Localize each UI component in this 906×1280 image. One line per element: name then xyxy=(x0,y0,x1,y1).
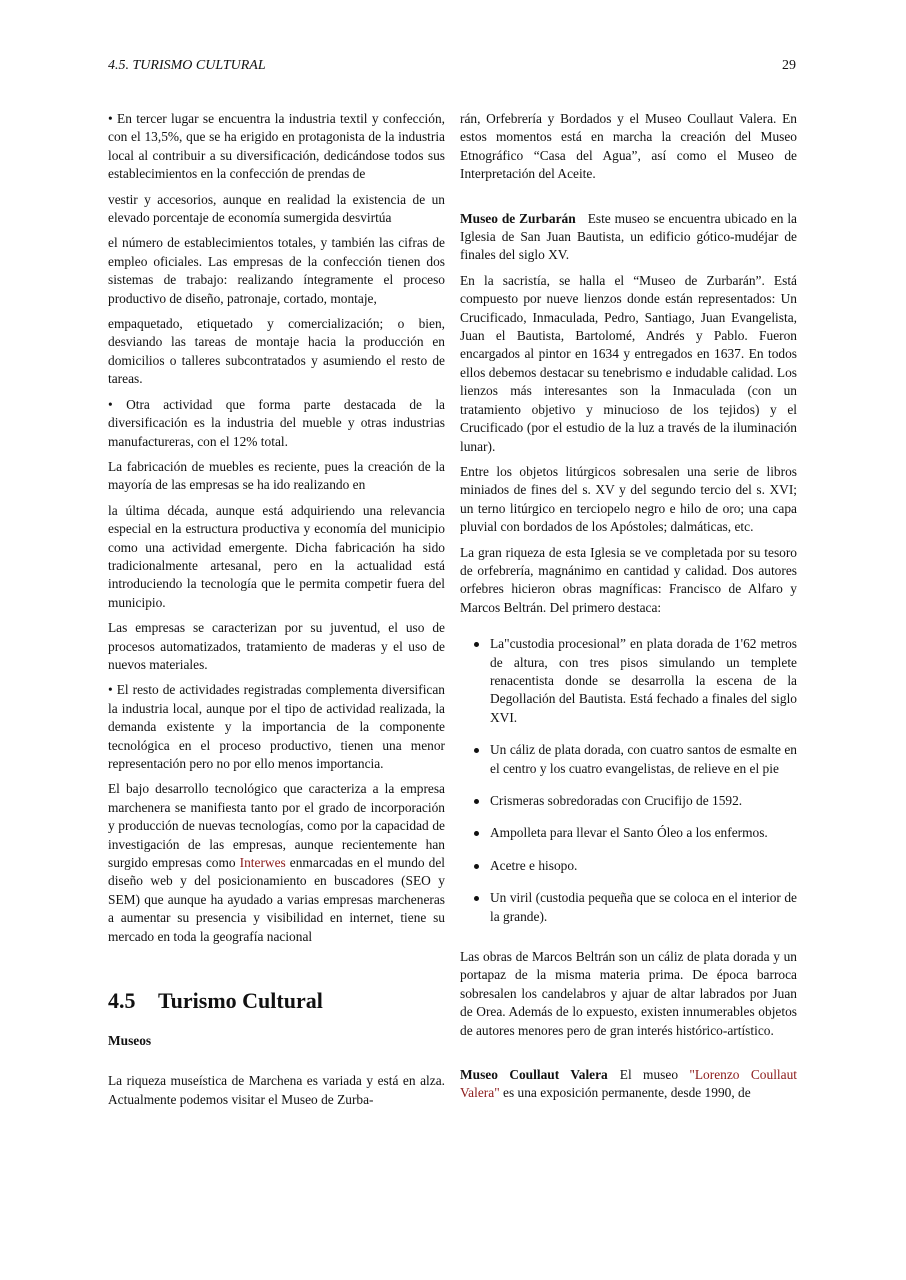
paragraph xyxy=(460,210,797,265)
list-item xyxy=(460,635,797,727)
paragraph xyxy=(108,780,445,946)
section-number: 4.5 xyxy=(108,988,136,1014)
paragraph-text: El museo xyxy=(619,1067,690,1083)
list-item-text: Ampolleta para llevar el Santo Óleo a los enfermos. xyxy=(490,825,768,841)
paragraph: • Otra actividad que forma parte destacada de la diversificación es la industria del mueble y otras industrias manufactureras, con el 12% total. xyxy=(108,396,445,449)
paragraph: La fabricación de muebles es reciente, pues la creación de la mayoría de las empresas se ha ido realizando en xyxy=(108,458,445,493)
paragraph: rán, Orfebrería y Bordados y el Museo Coullaut Valera. En estos momentos está en marcha la creación del Museo Etnográfico “Casa del Agua”, así como el Museo de Interpretación del Aceite. xyxy=(460,111,797,182)
list-item xyxy=(460,889,797,926)
bullet-icon xyxy=(474,831,479,836)
paragraph: el número de establecimientos totales, y también las cifras de empleo oficiales. Las empresas de la confección tienen dos sistemas de trabajo: realizando íntegramente el proceso productivo de diseño, patronaje, cortado, montaje, xyxy=(108,235,445,306)
page-number: 29 xyxy=(782,58,796,73)
paragraph: la última década, aunque está adquiriendo una relevancia especial en la estructura productiva y economía del municipio como una actividad emergente. Dicha fabricación ha sido tradicionalmente artesanal, pero en la actualidad está introduciendo la tecnología que le permita competir fuera del municipio. xyxy=(108,502,445,610)
list-item xyxy=(460,792,797,810)
paragraph: En la sacristía, se halla el “Museo de Zurbarán”. Está compuesto por nueve lienzos donde están representados: Un Crucificado, Inmaculada, Pedro, Santiago, Juan Evangelista, Juan el Bautista, Bartolomé, Andrés y Pablo. Fueron encargados al pintor en 1634 y entregados en 1637. En todos ellos debemos destacar su tenebrismo e indudable calidad. Los lienzos más interesantes son la Inmaculada (con un tratamiento objetivo y minucioso de los tejidos) y el Crucificado (por el estudio de la luz a través de la iluminación lunar). xyxy=(460,272,797,454)
list-item-text: Un viril (custodia pequeña que se coloca en el interior de la grande). xyxy=(490,890,797,924)
interwes-link[interactable]: Interwes xyxy=(239,855,286,871)
bullet-list xyxy=(460,635,797,926)
list-item xyxy=(460,741,797,778)
paragraph: vestir y accesorios, aunque en realidad la existencia de un elevado porcentaje de economía sumergida desvirtúa xyxy=(108,191,445,226)
paragraph-text: es una exposición permanente, desde 1990, de xyxy=(499,1085,751,1101)
paragraph: empaquetado, etiquetado y comercialización; o bien, desviando las tareas de montaje hacia la producción en domicilios o talleres subcontratados y asumiendo el resto de tareas. xyxy=(108,316,445,387)
bullet-icon xyxy=(474,896,479,901)
paragraph-text: El bajo desarrollo tecnológico que caracteriza a la empresa marchenera se manifiesta tanto por el grado de incorporación y producción de nuevas tecnologías, como por la capacidad de investigación de las empresas, aunque recientemente han surgido empresas como xyxy=(108,781,445,871)
paragraph: Las empresas se caracterizan por su juventud, el uso de procesos automatizados, tratamiento de maderas y el uso de nuevos materiales. xyxy=(108,620,445,672)
subsection-heading: Museos xyxy=(108,1033,152,1049)
right-column xyxy=(460,110,797,1110)
paragraph: La riqueza museística de Marchena es variada y está en alza. Actualmente podemos visitar el Museo de Zurba- xyxy=(108,1073,445,1107)
bullet-icon xyxy=(474,748,479,753)
paragraph: • El resto de actividades registradas complementa diversifican la industria local, aunque por el tipo de actividad realizada, la demanda existente y la importancia de la componente tecnológica en el proceso productivo, tienen una menor representación pero no por ello menos importancia. xyxy=(108,682,445,771)
coullaut-heading: Museo Coullaut Valera xyxy=(460,1067,608,1083)
zurbaran-heading: Museo de Zurbarán xyxy=(460,210,576,226)
paragraph: La gran riqueza de esta Iglesia se ve completada por su tesoro de orfebrería, magnánimo en cantidad y calidad. Dos autores orfebres hicieron obras magníficas: Francisco de Alfaro y Marcos Beltrán. Del primero destaca: xyxy=(460,544,797,615)
section-heading xyxy=(108,988,445,1014)
list-item-text: Un cáliz de plata dorada, con cuatro santos de esmalte en el centro y los cuatro evangelistas, de relieve en el pie xyxy=(490,742,797,776)
paragraph: Las obras de Marcos Beltrán son un cáliz de plata dorada y un portapaz de la misma materia prima. De época barroca sobresalen los candelabros y ajuar de altar labrados por Juan de Orea. Además de lo expuesto, existen innumerables objetos de autores menores pero de gran interés histórico-artístico. xyxy=(460,949,797,1038)
paragraph xyxy=(460,1066,797,1103)
list-item-text: La"custodia procesional” en plata dorada de 1'62 metros de altura, con tres pisos simulando un templete renacentista donde se desarrolla la escena de la Degollación del Bautista. Está fechado a finales del siglo XVI. xyxy=(490,636,797,725)
bullet-icon xyxy=(474,864,479,869)
section-title: Turismo Cultural xyxy=(158,988,323,1014)
paragraph: • En tercer lugar se encuentra la industria textil y confección, con el 13,5%, que se ha erigido en protagonista de la industria local al contribuir a su diversificación, dedicándose todos sus establecimientos en la confección de prendas de xyxy=(108,111,445,182)
list-item xyxy=(460,857,797,875)
list-item xyxy=(460,824,797,842)
bullet-icon xyxy=(474,799,479,804)
paragraph: Entre los objetos litúrgicos sobresalen una serie de libros miniados de fines del s. XV y del segundo tercio del s. XVI; un terno litúrgico en terciopelo negro e hilo de oro; una capa pluvial con bordados de los Apóstoles; dalmáticas, etc. xyxy=(460,463,797,535)
paragraph-text: Este museo se encuentra ubicado en la Iglesia de San Juan Bautista, un edificio gótico-mudéjar de finales del siglo XV. xyxy=(460,210,797,263)
left-column xyxy=(108,110,445,1116)
bullet-icon xyxy=(474,642,479,647)
list-item-text: Acetre e hisopo. xyxy=(490,857,578,873)
list-item-text: Crismeras sobredoradas con Crucifijo de 1592. xyxy=(490,793,743,808)
paragraph-text: enmarcadas en el mundo del diseño web y del posicionamiento en buscadores (SEO y SEM) que aunque ha ayudado a varias empresas marcheneras a aumentar su presencia y visibilidad en internet, tiene su mercado en toda la geografía nacional xyxy=(108,855,446,944)
coullaut-link[interactable]: "Lorenzo Coullaut Valera" xyxy=(460,1067,797,1101)
running-head: 4.5. TURISMO CULTURAL xyxy=(108,58,266,73)
